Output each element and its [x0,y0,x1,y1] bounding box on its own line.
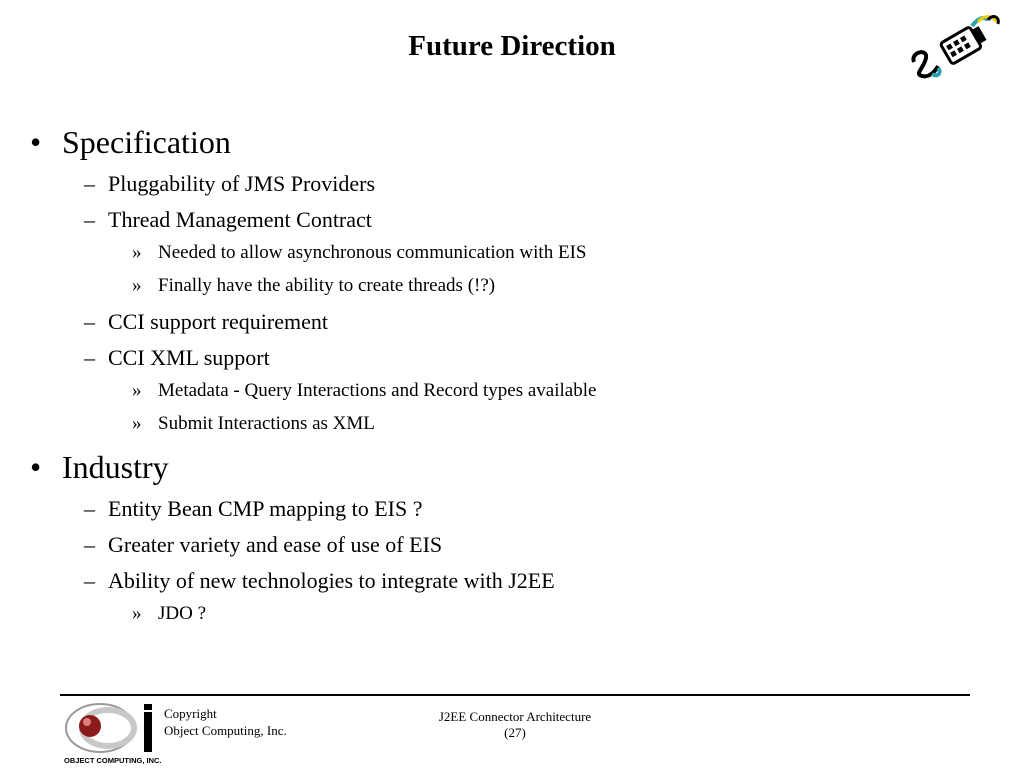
bullet-cci-xml: CCI XML support [108,345,270,370]
bullet-marker-level1: • [30,449,42,485]
company-name: Object Computing, Inc. [164,723,287,738]
page-number: (27) [504,725,526,740]
bullet-marker-level2: – [84,496,95,521]
bullet-marker-level3: » [132,603,142,624]
footer-course-info [400,709,630,741]
bullet-entity-bean: Entity Bean CMP mapping to EIS ? [108,496,423,521]
bullet-cci-support: CCI support requirement [108,309,328,334]
bullet-new-technologies: Ability of new technologies to integrate with J2EE [108,568,555,593]
bullet-marker-level2: – [84,532,95,557]
bullet-pluggability-jms: Pluggability of JMS Providers [108,171,376,196]
copyright-label: Copyright [164,706,217,721]
bullet-jdo: JDO ? [158,603,207,624]
bullet-marker-level2: – [84,568,95,593]
bullet-marker-level2: – [84,171,95,196]
bullet-marker-level2: – [84,309,95,334]
bullet-metadata-query: Metadata - Query Interactions and Record types available [158,380,597,401]
bullet-thread-management: Thread Management Contract [108,207,372,232]
bullet-marker-level3: » [132,380,142,401]
bullet-industry: Industry [62,449,169,485]
copyright-block [164,705,287,739]
footer-divider [60,694,970,696]
bullet-submit-xml: Submit Interactions as XML [158,413,375,434]
logo-text: OBJECT COMPUTING, INC. [64,756,162,765]
object-computing-logo [62,700,162,766]
bullet-marker-level3: » [132,275,142,296]
bullet-marker-level1: • [30,124,42,160]
bullet-greater-variety: Greater variety and ease of use of EIS [108,532,443,557]
bullet-marker-level3: » [132,413,142,434]
course-title: J2EE Connector Architecture [438,709,592,724]
bullet-create-threads: Finally have the ability to create threads (!?) [158,275,496,296]
slide-title: Future Direction [408,30,616,62]
bullet-marker-level2: – [84,345,95,370]
bullet-marker-level2: – [84,207,95,232]
bullet-marker-level3: » [132,242,142,263]
bullet-async-communication: Needed to allow asynchronous communication with EIS [158,242,587,263]
bullet-specification: Specification [62,124,231,160]
